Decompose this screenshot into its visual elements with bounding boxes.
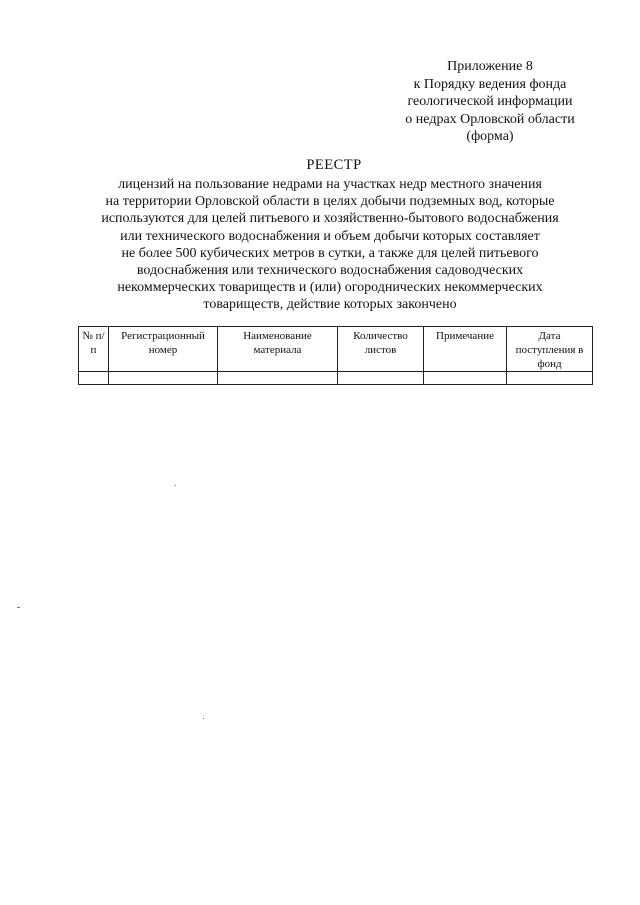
document-description — [60, 176, 600, 314]
appendix-line-1: Приложение 8 — [447, 59, 533, 74]
scan-speck — [175, 485, 176, 486]
table-cell — [507, 372, 593, 385]
scan-speck — [17, 607, 20, 608]
table-cell — [79, 372, 109, 385]
table-cell — [338, 372, 424, 385]
table-cell — [218, 372, 338, 385]
description-line-2: на территории Орловской области в целях добычи подземных вод, которые — [105, 194, 555, 210]
appendix-line-2: к Порядку ведения фонда — [413, 76, 567, 92]
table-row — [79, 372, 593, 385]
header-number: № п/п — [79, 327, 109, 372]
table-header-row — [79, 327, 593, 372]
description-line-5: не более 500 кубических метров в сутки, а также для целей питьевого — [121, 245, 539, 261]
appendix-line-4: о недрах Орловской области — [405, 111, 575, 127]
appendix-header — [360, 58, 620, 146]
header-registration-number: Регистрационный номер — [109, 327, 218, 372]
header-material-name: Наименование материала — [218, 327, 338, 372]
header-receipt-date: Дата поступления в фонд — [507, 327, 593, 372]
header-note: Примечание — [424, 327, 507, 372]
appendix-line-5: (форма) — [466, 129, 514, 144]
header-sheet-count: Количество листов — [338, 327, 424, 372]
registry-table — [78, 326, 593, 385]
description-line-3: используются для целей питьевого и хозяйственно-бытового водоснабжения — [101, 211, 559, 227]
document-title: РЕЕСТР — [306, 157, 362, 173]
table-cell — [424, 372, 507, 385]
appendix-line-3: геологической информации — [407, 94, 573, 109]
table-cell — [109, 372, 218, 385]
description-line-6: водоснабжения или технического водоснабжения садоводческих — [136, 263, 524, 279]
scan-speck — [203, 718, 204, 719]
description-line-7: некоммерческих товариществ и (или) огороднических некоммерческих — [117, 280, 543, 296]
description-line-1: лицензий на пользование недрами на участках недр местного значения — [118, 177, 542, 192]
description-line-8: товариществ, действие которых закончено — [203, 297, 457, 313]
description-line-4: или технического водоснабжения и объем добычи которых составляет — [120, 228, 540, 244]
